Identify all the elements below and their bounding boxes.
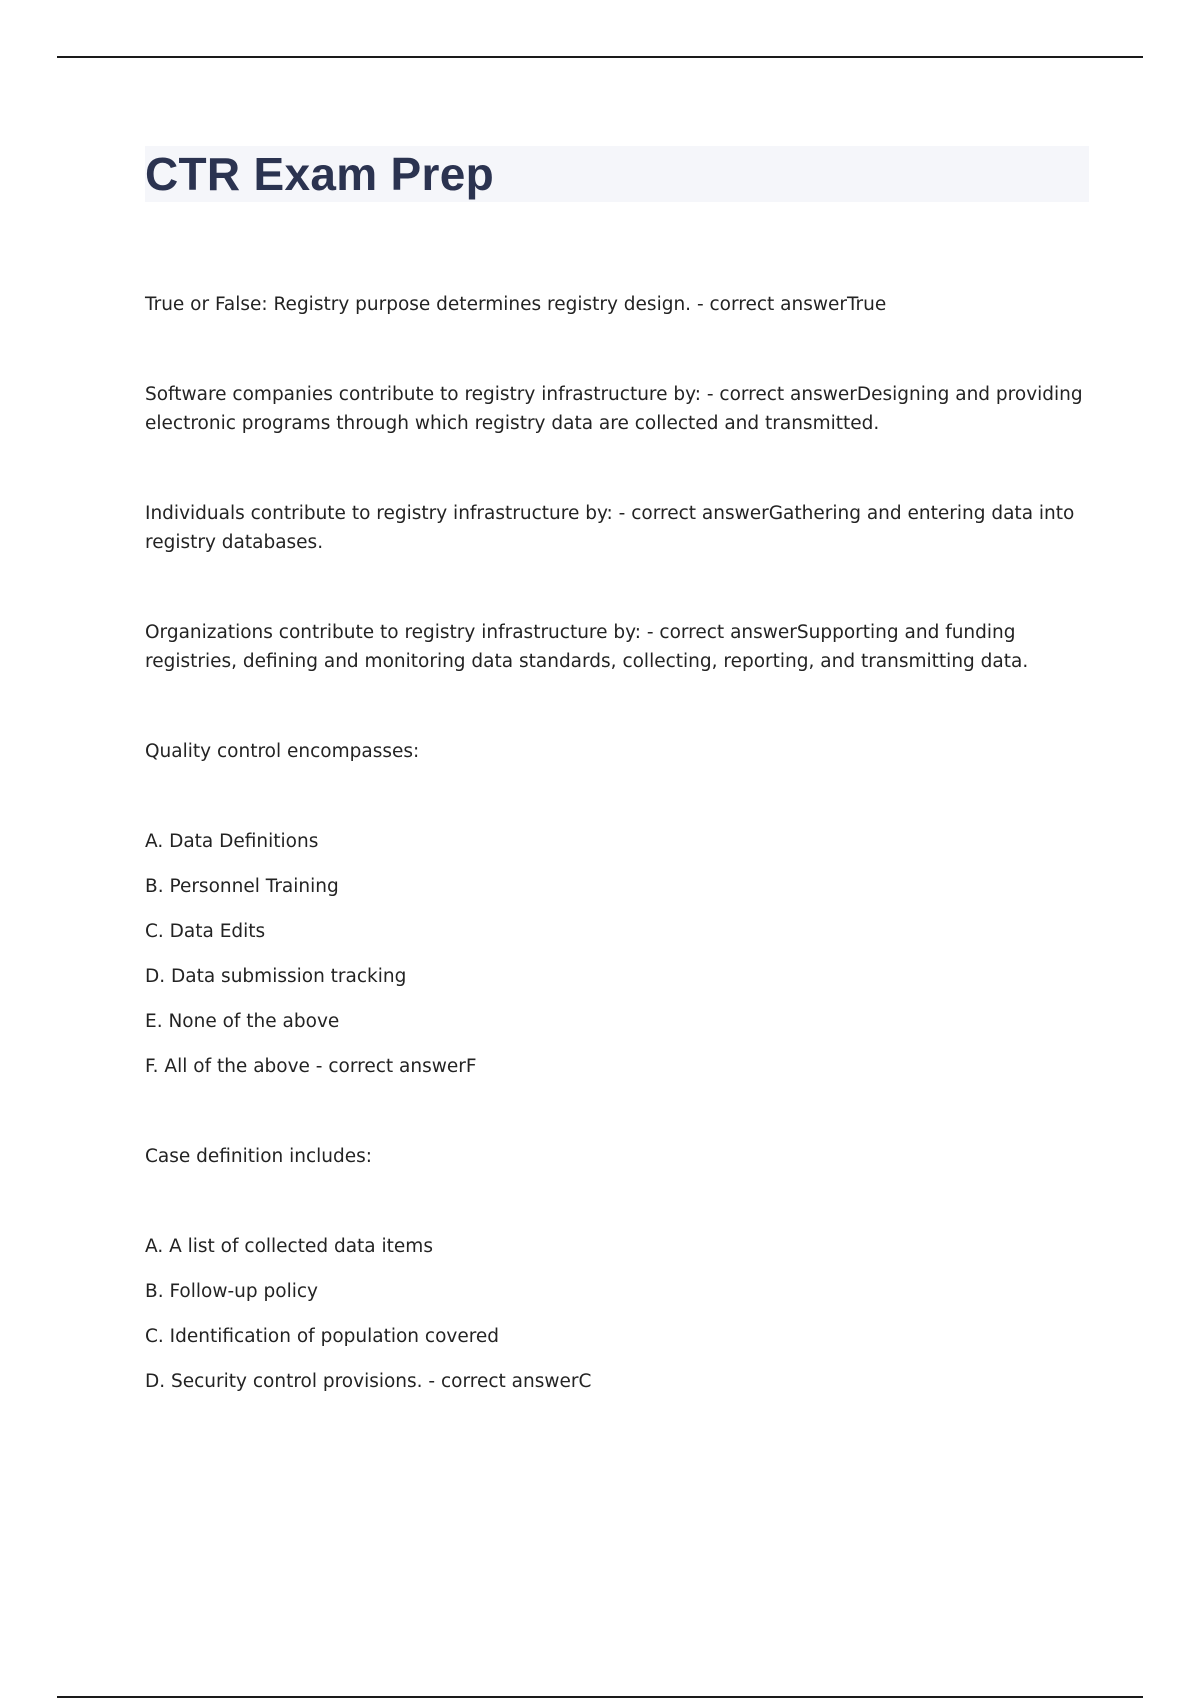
answer-option: F. All of the above - correct answerF (145, 1056, 477, 1077)
answer-option: B. Personnel Training (145, 876, 339, 897)
answer-option: A. Data Definitions (145, 831, 319, 852)
qa-item: Individuals contribute to registry infrastructure by: - correct answerGathering and entering data into registry databases. (145, 503, 1075, 553)
qa-item: True or False: Registry purpose determines registry design. - correct answerTrue (145, 294, 887, 315)
page-title: CTR Exam Prep (145, 148, 495, 200)
top-rule (57, 56, 1143, 58)
qa-item: Organizations contribute to registry infrastructure by: - correct answerSupporting and funding registries, defining and monitoring data standards, collecting, reporting, and transmitting data. (145, 622, 1029, 672)
answer-option: C. Data Edits (145, 921, 266, 942)
answer-option: E. None of the above (145, 1011, 340, 1032)
bottom-rule (57, 1696, 1143, 1698)
question-stem: Quality control encompasses: (145, 741, 420, 762)
answer-option: D. Security control provisions. - correct answerC (145, 1371, 592, 1392)
answer-option: B. Follow-up policy (145, 1281, 318, 1302)
qa-item: Software companies contribute to registry infrastructure by: - correct answerDesigning and providing electronic programs through which registry data are collected and transmitted. (145, 384, 1083, 434)
question-stem: Case definition includes: (145, 1146, 373, 1167)
document-body (145, 290, 1090, 1412)
answer-option: C. Identification of population covered (145, 1326, 500, 1347)
answer-option: D. Data submission tracking (145, 966, 407, 987)
answer-option: A. A list of collected data items (145, 1236, 433, 1257)
